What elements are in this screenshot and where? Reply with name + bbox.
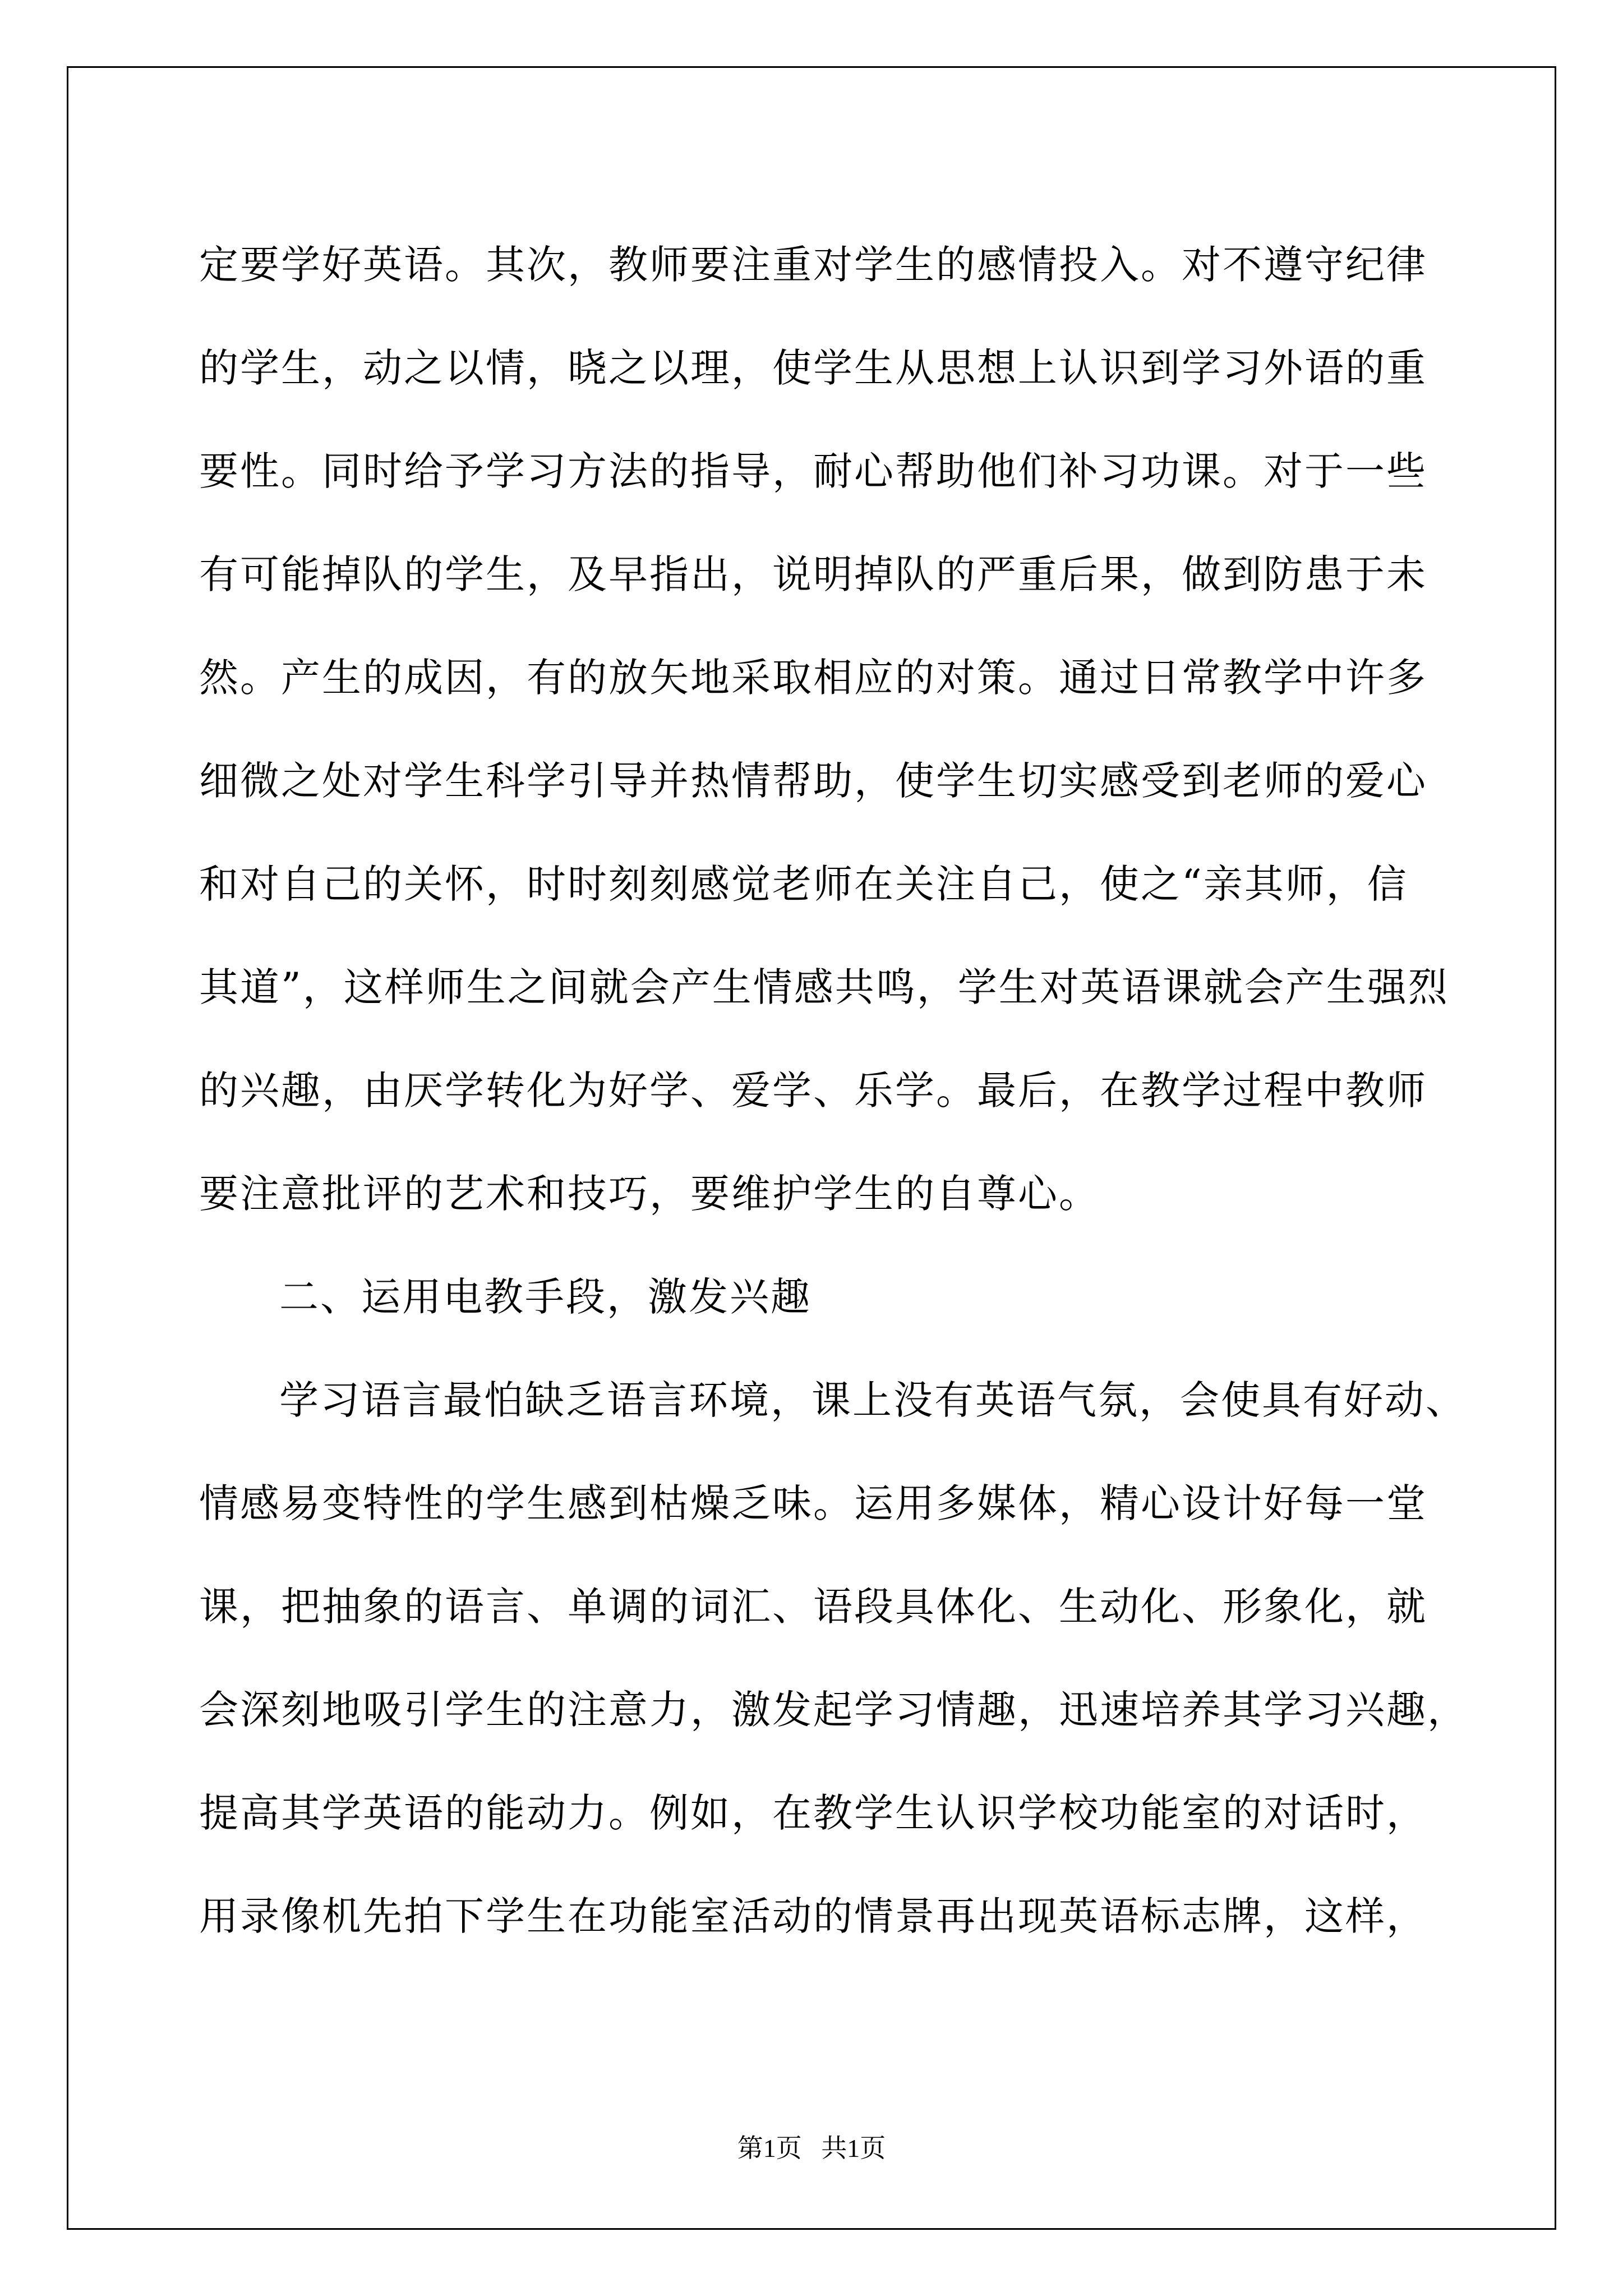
text-line: 要性。同时给予学习方法的指导，耐心帮助他们补习功课。对于一些 <box>199 448 1427 494</box>
text-line: 的兴趣，由厌学转化为好学、爱学、乐学。最后，在教学过程中教师 <box>199 1068 1427 1114</box>
section-heading: 二、运用电教手段，激发兴趣 <box>279 1274 811 1320</box>
text-line: 会深刻地吸引学生的注意力，激发起学习情趣，迅速培养其学习兴趣， <box>199 1687 1468 1733</box>
text-line: 细微之处对学生科学引导并热情帮助，使学生切实感受到老师的爱心 <box>199 758 1427 804</box>
text-line: 的学生，动之以情，晓之以理，使学生从思想上认识到学习外语的重 <box>199 345 1427 391</box>
text-line: 其道”，这样师生之间就会产生情感共鸣，学生对英语课就会产生强烈 <box>199 964 1449 1010</box>
text-line: 学习语言最怕缺乏语言环境，课上没有英语气氛，会使具有好动、 <box>279 1377 1467 1423</box>
text-line: 然。产生的成因，有的放矢地采取相应的对策。通过日常教学中许多 <box>199 655 1427 701</box>
document-body <box>199 213 1468 1968</box>
text-line: 和对自己的关怀，时时刻刻感觉老师在关注自己，使之“亲其师，信 <box>199 861 1408 907</box>
page-footer <box>0 2132 1623 2165</box>
text-line: 要注意批评的艺术和技巧，要维护学生的自尊心。 <box>199 1171 1100 1217</box>
text-line: 定要学好英语。其次，教师要注重对学生的感情投入。对不遵守纪律 <box>199 242 1427 288</box>
text-line: 用录像机先拍下学生在功能室活动的情景再出现英语标志牌，这样， <box>199 1893 1427 1939</box>
text-line: 有可能掉队的学生，及早指出，说明掉队的严重后果，做到防患于未 <box>199 551 1427 597</box>
text-line: 情感易变特性的学生感到枯燥乏味。运用多媒体，精心设计好每一堂 <box>199 1480 1427 1526</box>
text-line: 提高其学英语的能动力。例如，在教学生认识学校功能室的对话时， <box>199 1790 1427 1836</box>
page-number: 第1页 共1页 <box>737 2134 886 2162</box>
text-line: 课，把抽象的语言、单调的词汇、语段具体化、生动化、形象化，就 <box>199 1584 1427 1630</box>
